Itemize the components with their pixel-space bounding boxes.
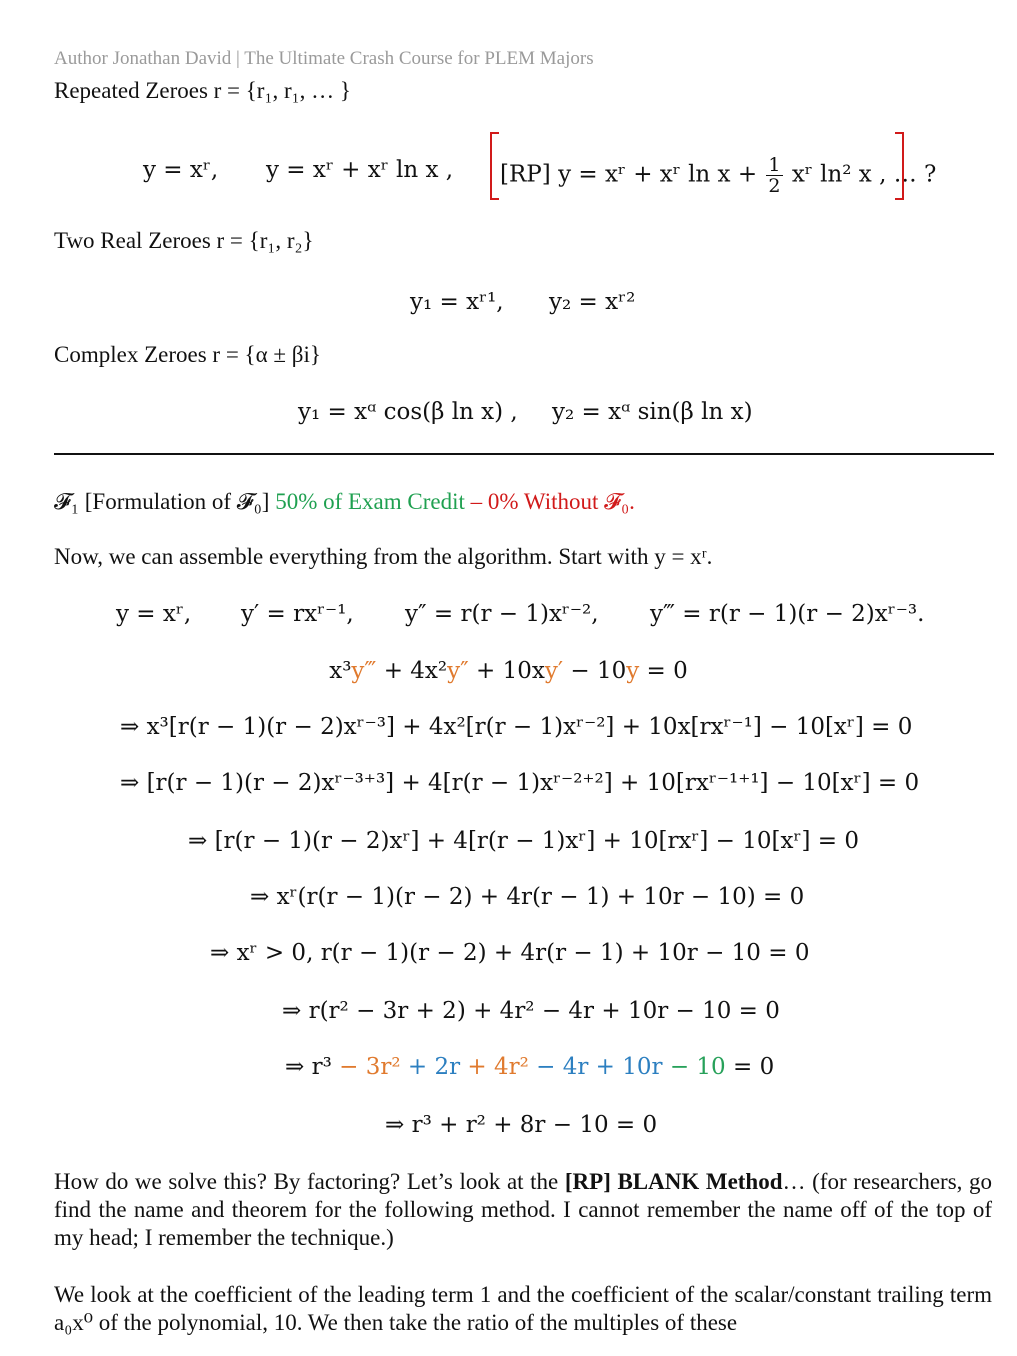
- term-minus-10: − 10: [662, 1054, 726, 1080]
- term-minus-4r: − 4r: [528, 1054, 589, 1080]
- author-header: Author Jonathan David | The Ultimate Crash Course for PLEM Majors: [54, 48, 594, 69]
- derivation-step: ⇒ xʳ > 0, r(r − 1)(r − 2) + 4r(r − 1) + 10r − 10 = 0: [210, 940, 810, 966]
- rp-equation-part2: xʳ ln² x , … ?: [791, 161, 937, 188]
- term-r3: r³: [311, 1054, 332, 1080]
- final-polynomial-step: ⇒ r³ + r² + 8r − 10 = 0: [385, 1112, 658, 1138]
- ode-y2-term: y″: [447, 658, 469, 684]
- derivation-step: ⇒ [r(r − 1)(r − 2)xʳ] + 4[r(r − 1)xʳ] + 10[rxʳ] − 10[xʳ] = 0: [188, 828, 859, 854]
- left-bracket: [490, 132, 499, 200]
- ode-term: x³: [329, 658, 352, 684]
- derivation-step: ⇒ xʳ(r(r − 1)(r − 2) + 4r(r − 1) + 10r − 10) = 0: [250, 884, 805, 910]
- rp-bracketed-equation: [490, 132, 937, 200]
- ode-equation: [0, 658, 1017, 684]
- paragraph-coefficients: We look at the coefficient of the leading term 1 and the coefficient of the scalar/constant trailing term a₀x⁰ of the polynomial, 10. We then take the ratio of the multiples of these: [54, 1282, 992, 1335]
- f1-label: 𝓕₁ [Formulation of 𝓕₀]: [54, 489, 270, 514]
- term-10r: + 10r: [588, 1054, 663, 1080]
- without-f0-text: 0% Without 𝓕₀.: [487, 489, 635, 514]
- two-real-zeroes-heading: Two Real Zeroes r = {r₁, r₂}: [54, 228, 314, 253]
- ode-term: − 10: [563, 658, 627, 684]
- colored-derivation-step: [285, 1054, 774, 1080]
- dash: –: [470, 489, 483, 514]
- right-bracket: [895, 132, 904, 200]
- derivative-1: y′ = rxʳ⁻¹,: [241, 601, 354, 627]
- f1-heading: [54, 489, 635, 515]
- derivation-step: ⇒ x³[r(r − 1)(r − 2)xʳ⁻³] + 4x²[r(r − 1)xʳ⁻²] + 10x[rxʳ⁻¹] − 10[xʳ] = 0: [120, 714, 913, 740]
- two-real-y2: y₂ = xʳ²: [549, 289, 636, 315]
- derivation-step: ⇒ r(r² − 3r + 2) + 4r² − 4r + 10r − 10 = 0: [282, 998, 780, 1024]
- ode-y1-term: y′: [544, 658, 564, 684]
- repeated-solution-2: y = xʳ + xʳ ln x ,: [266, 157, 454, 183]
- term-minus-3r2: − 3r²: [331, 1054, 401, 1080]
- complex-y2: y₂ = xᵅ sin(β ln x): [552, 399, 753, 425]
- fraction-denominator: 2: [768, 175, 781, 197]
- term-4r2: + 4r²: [460, 1054, 529, 1080]
- intro-sentence: Now, we can assemble everything from the algorithm. Start with y = xʳ.: [54, 544, 713, 569]
- derivative-2: y″ = r(r − 1)xʳ⁻²,: [405, 601, 599, 627]
- paragraph-text: … (for researchers, go find the name and theorem for the following method. I cannot remember the name off of the top of my head; I remember the technique.): [54, 1169, 993, 1250]
- complex-y1: y₁ = xᵅ cos(β ln x) ,: [298, 399, 518, 425]
- equals-zero: = 0: [725, 1054, 775, 1080]
- paragraph-text: How do we solve this? By factoring? Let’s look at the: [54, 1169, 565, 1194]
- ode-term: + 10x: [468, 658, 545, 684]
- rp-tag: [RP]: [500, 161, 551, 188]
- complex-zeroes-heading: Complex Zeroes r = {α ± βi}: [54, 342, 321, 367]
- repeated-zeroes-heading: Repeated Zeroes r = {r₁, r₁, … }: [54, 78, 351, 103]
- repeated-solution-1: y = xʳ,: [143, 157, 219, 183]
- paragraph-rp-method: [54, 1168, 992, 1252]
- section-divider: [54, 453, 994, 455]
- arrow: ⇒: [285, 1054, 312, 1080]
- fraction-numerator: 1: [768, 154, 781, 176]
- derivative-0: y = xʳ,: [116, 601, 192, 627]
- rp-blank-method-label: [RP] BLANK Method: [564, 1169, 783, 1194]
- ode-y-term: y: [626, 658, 640, 684]
- ode-term: + 4x²: [376, 658, 448, 684]
- term-2r: + 2r: [400, 1054, 461, 1080]
- one-half-fraction: [766, 155, 782, 196]
- ode-term: = 0: [639, 658, 688, 684]
- rp-equation-part1: y = xʳ + xʳ ln x +: [558, 161, 758, 188]
- ode-y3-term: y‴: [351, 658, 377, 684]
- two-real-y1: y₁ = xʳ¹,: [410, 289, 504, 315]
- derivative-3: y‴ = r(r − 1)(r − 2)xʳ⁻³.: [650, 601, 925, 627]
- exam-credit-text: 50% of Exam Credit: [275, 489, 465, 514]
- derivation-step: ⇒ [r(r − 1)(r − 2)xʳ⁻³⁺³] + 4[r(r − 1)xʳ⁻²⁺²] + 10[rxʳ⁻¹⁺¹] − 10[xʳ] = 0: [120, 770, 920, 796]
